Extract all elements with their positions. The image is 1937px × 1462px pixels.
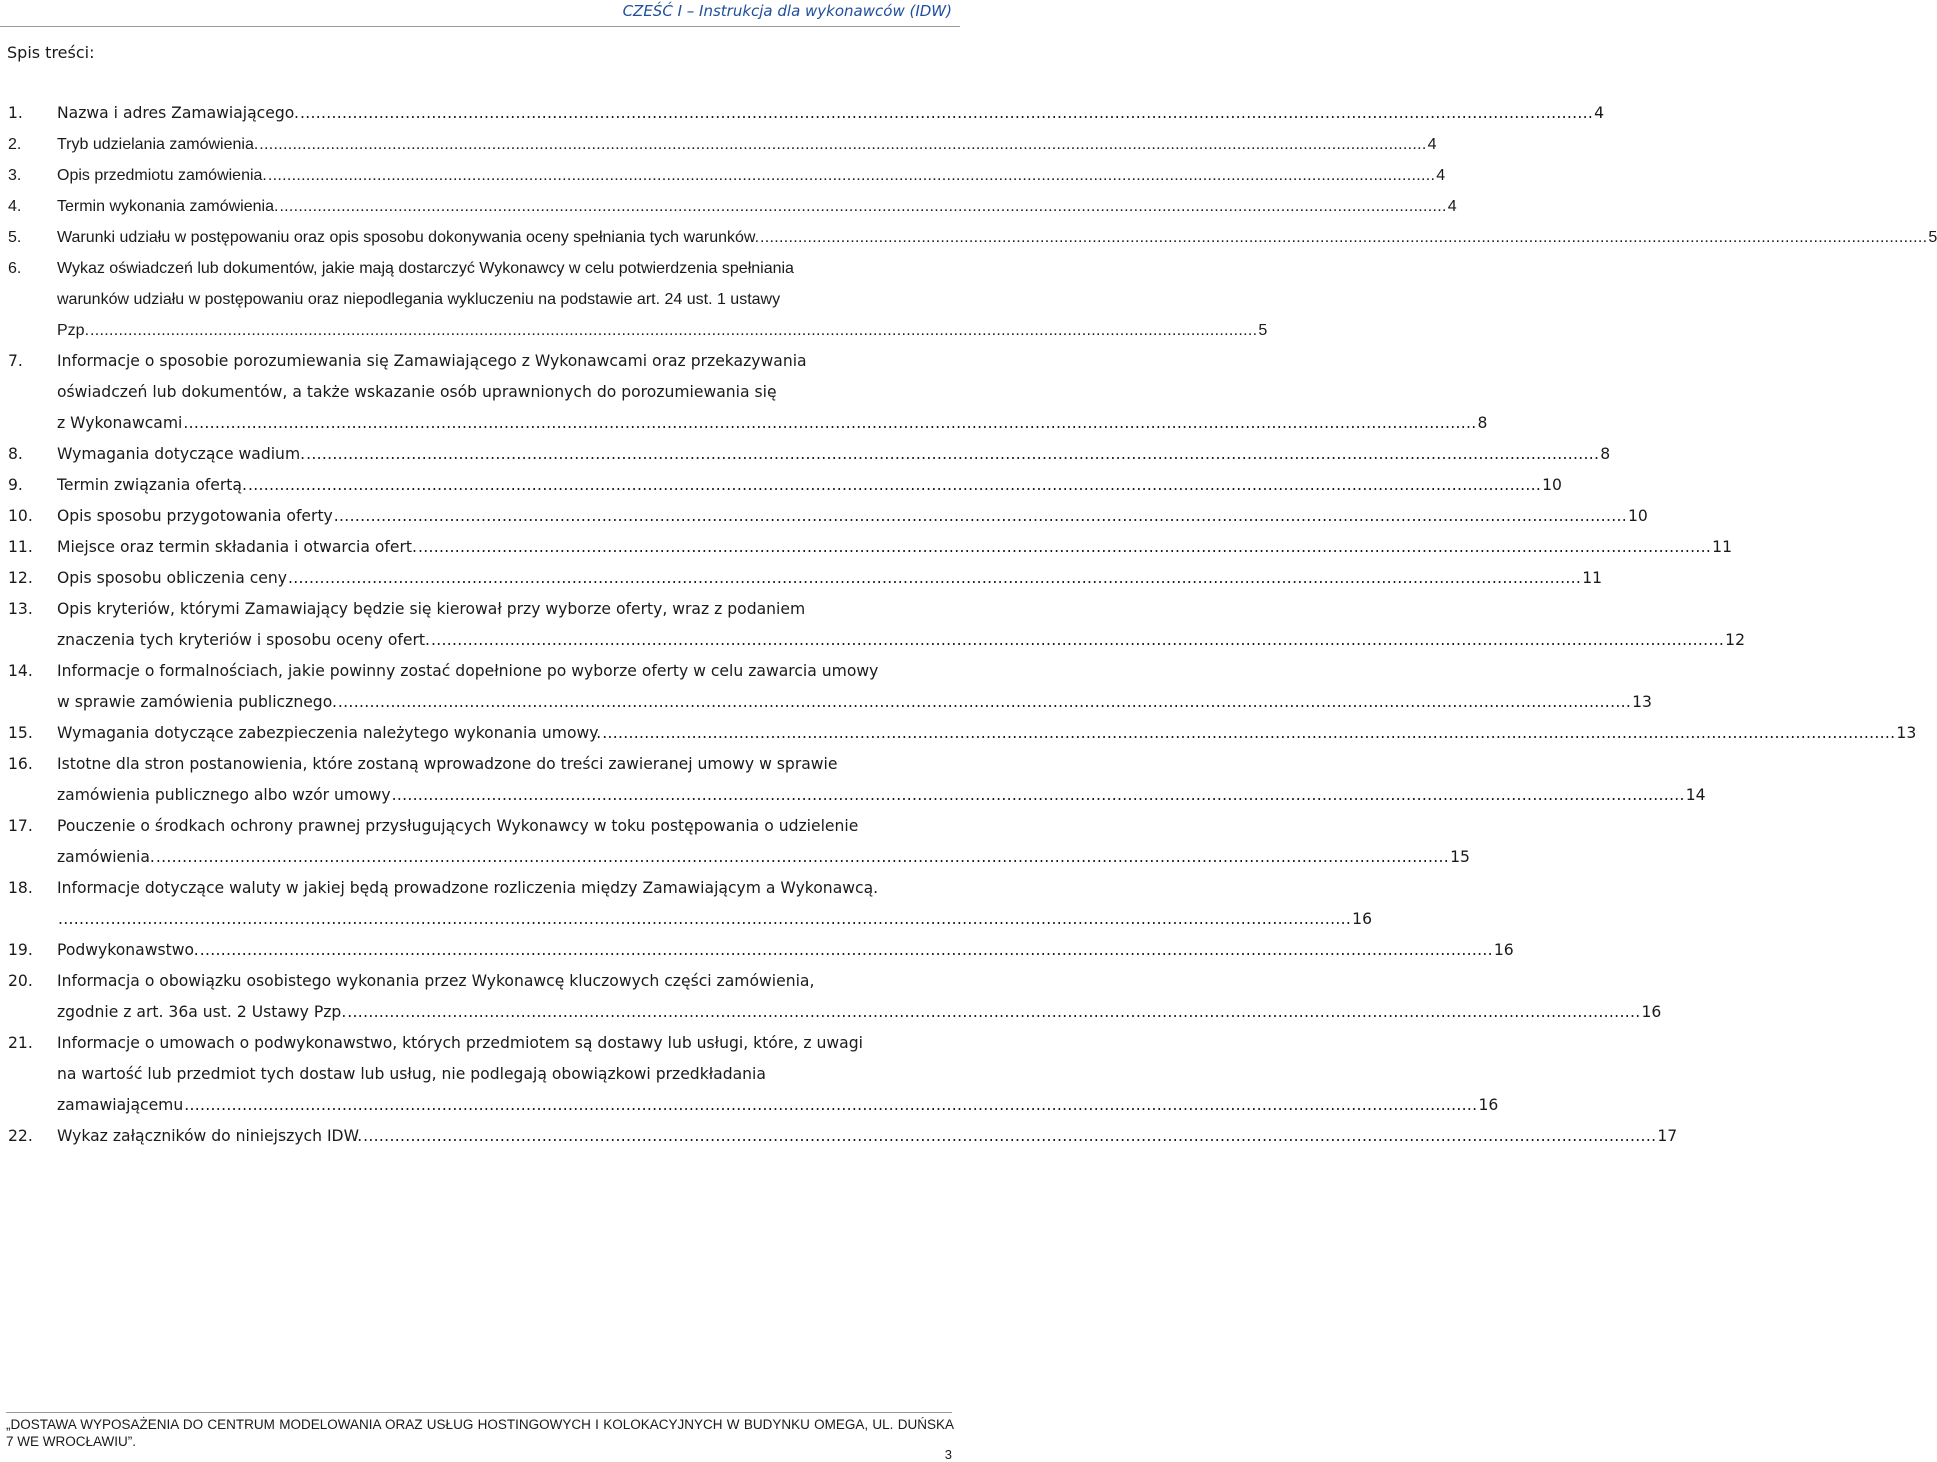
toc-leader-dots — [200, 935, 1493, 966]
toc-entry[interactable] — [8, 98, 1605, 129]
toc-entry-last-line — [57, 315, 1267, 346]
toc-entry[interactable] — [8, 439, 1611, 470]
toc-entry-body — [57, 346, 1487, 439]
toc-entry[interactable] — [8, 594, 1745, 656]
toc-entry-body — [57, 811, 1470, 873]
toc-entry-number: 20. — [8, 972, 33, 990]
toc-entry-title: w sprawie zamówienia publicznego. — [57, 693, 337, 711]
toc-entry[interactable] — [8, 966, 1662, 1028]
toc-leader-dots — [279, 191, 1446, 222]
toc-entry-line: oświadczeń lub dokumentów, a także wskazanie osób uprawnionych do porozumiewania się — [57, 383, 777, 401]
toc-entry-title: zamawiającemu — [57, 1096, 184, 1114]
toc-leader-dots — [334, 501, 1627, 532]
toc-entry-number: 13. — [8, 600, 33, 618]
toc-entry[interactable] — [8, 160, 1446, 191]
toc-entry[interactable] — [8, 656, 1652, 718]
toc-entry-last-line — [57, 1090, 1498, 1121]
toc-leader-dots — [58, 904, 1351, 935]
toc-entry-number: 15. — [8, 724, 33, 742]
toc-entry-page: 4 — [1427, 136, 1437, 153]
toc-leader-dots — [392, 780, 1685, 811]
toc-leader-dots — [602, 718, 1895, 749]
table-of-contents — [8, 98, 1937, 1152]
toc-entry[interactable] — [8, 253, 1268, 346]
toc-entry-page: 15 — [1450, 848, 1470, 866]
toc-entry-page: 14 — [1685, 786, 1706, 804]
toc-entry-title: Opis sposobu przygotowania oferty — [57, 507, 333, 525]
toc-entry-page: 8 — [1600, 445, 1611, 463]
toc-entry-line: Informacje o umowach o podwykonawstwo, których przedmiotem są dostawy lub usługi, które, z uwagi — [57, 1034, 863, 1052]
toc-entry-line: Istotne dla stron postanowienia, które zostaną wprowadzone do treści zawieranej umowy w sprawie — [57, 755, 838, 773]
toc-entry-last-line — [57, 780, 1706, 811]
toc-entry-last-line — [57, 997, 1661, 1028]
toc-entry-last-line — [57, 718, 1916, 749]
toc-entry-page: 5 — [1928, 229, 1937, 246]
toc-entry[interactable] — [8, 563, 1603, 594]
toc-entry-body — [57, 532, 1732, 563]
toc-entry-number: 8. — [8, 445, 23, 463]
toc-entry-page: 11 — [1712, 538, 1733, 556]
toc-entry-title: Nazwa i adres Zamawiającego. — [57, 104, 299, 122]
toc-entry[interactable] — [8, 470, 1562, 501]
toc-entry-number: 12. — [8, 569, 33, 587]
toc-leader-dots — [268, 160, 1435, 191]
toc-entry-page: 13 — [1896, 724, 1917, 742]
header-rule — [0, 26, 960, 27]
toc-entry-page: 4 — [1447, 198, 1457, 215]
toc-entry-last-line — [57, 1121, 1677, 1152]
toc-entry-last-line — [57, 98, 1604, 129]
toc-entry[interactable] — [8, 346, 1488, 439]
toc-entry-title: zgodnie z art. 36a ust. 2 Ustawy Pzp. — [57, 1003, 347, 1021]
toc-entry-body — [57, 1121, 1677, 1152]
toc-entry-number: 4. — [8, 198, 22, 215]
toc-leader-dots — [288, 563, 1581, 594]
toc-entry-number: 10. — [8, 507, 33, 525]
toc-entry-page: 5 — [1258, 322, 1268, 339]
toc-leader-dots — [347, 997, 1640, 1028]
toc-entry-number: 1. — [8, 104, 23, 122]
toc-entry-page: 17 — [1657, 1127, 1678, 1145]
toc-entry[interactable] — [8, 1121, 1678, 1152]
toc-entry[interactable] — [8, 532, 1733, 563]
toc-entry-body — [57, 222, 1937, 253]
toc-entry-title: Miejsce oraz termin składania i otwarcia ofert. — [57, 538, 417, 556]
toc-entry-page: 10 — [1542, 476, 1562, 494]
toc-entry-number: 19. — [8, 941, 33, 959]
toc-entry[interactable] — [8, 501, 1648, 532]
toc-entry[interactable] — [8, 749, 1706, 811]
toc-entry-page: 16 — [1352, 910, 1373, 928]
toc-entry-body — [57, 439, 1610, 470]
toc-entry-last-line — [57, 687, 1652, 718]
toc-entry-number: 18. — [8, 879, 33, 897]
toc-leader-dots — [300, 98, 1593, 129]
toc-leader-dots — [90, 315, 1257, 346]
document-footer: „DOSTAWA WYPOSAŻENIA DO CENTRUM MODELOWANIA ORAZ USŁUG HOSTINGOWYCH I KOLOKACYJNYCH W BUDYNKU OMEGA, UL. DUŃSKA 7 WE WROCŁAWIU”. — [6, 1417, 954, 1449]
toc-entry-number: 9. — [8, 476, 23, 494]
toc-entry-title: Opis przedmiotu zamówienia. — [57, 167, 267, 184]
toc-entry-number: 16. — [8, 755, 33, 773]
footer-rule — [6, 1412, 952, 1413]
toc-entry-page: 16 — [1641, 1003, 1662, 1021]
toc-entry-line: na wartość lub przedmiot tych dostaw lub usług, nie podlegają obowiązkowi przedkładania — [57, 1065, 766, 1083]
toc-entry[interactable] — [8, 935, 1514, 966]
toc-entry-number: 2. — [8, 136, 22, 153]
toc-entry-body — [57, 253, 1267, 346]
toc-entry-title: Wykaz załączników do niniejszych IDW. — [57, 1127, 363, 1145]
toc-entry-last-line — [57, 904, 1372, 935]
toc-entry-number: 22. — [8, 1127, 33, 1145]
toc-entry-body — [57, 873, 1372, 935]
toc-entry-body — [57, 160, 1445, 191]
toc-entry-line: Informacje o formalnościach, jakie powinny zostać dopełnione po wyborze oferty w celu zawarcia umowy — [57, 662, 879, 680]
toc-entry-body — [57, 501, 1648, 532]
toc-entry-line: Pouczenie o środkach ochrony prawnej przysługujących Wykonawcy w toku postępowania o udzielenie — [57, 817, 859, 835]
toc-entry-last-line — [57, 501, 1648, 532]
toc-entry-line: Opis kryteriów, którymi Zamawiający będzie się kierował przy wyborze oferty, wraz z podaniem — [57, 600, 806, 618]
toc-leader-dots — [156, 842, 1449, 873]
toc-entry-page: 12 — [1725, 631, 1745, 649]
toc-entry-page: 13 — [1632, 693, 1652, 711]
toc-entry-last-line — [57, 160, 1445, 191]
toc-entry-number: 14. — [8, 662, 33, 680]
toc-entry-title: Warunki udziału w postępowaniu oraz opis sposobu dokonywania oceny spełniania tych warunków. — [57, 229, 760, 246]
toc-entry-number: 21. — [8, 1034, 33, 1052]
toc-entry-body — [57, 470, 1562, 501]
toc-entry-page: 8 — [1477, 414, 1488, 432]
toc-entry-body — [57, 656, 1652, 718]
toc-entry-number: 11. — [8, 538, 33, 556]
toc-entry-page: 4 — [1594, 104, 1605, 122]
toc-leader-dots — [184, 1090, 1477, 1121]
toc-entry[interactable] — [8, 129, 1437, 160]
toc-entry[interactable] — [8, 191, 1457, 222]
toc-entry-line: warunków udziału w postępowaniu oraz niepodlegania wykluczeniu na podstawie art. 24 ust. 1 ustawy — [57, 291, 781, 308]
toc-entry-last-line — [57, 439, 1610, 470]
toc-leader-dots — [259, 129, 1426, 160]
toc-entry-body — [57, 749, 1706, 811]
toc-entry-line: Informacje dotyczące waluty w jakiej będą prowadzone rozliczenia między Zamawiającym a Wykonawcą. — [57, 879, 879, 897]
toc-entry-body — [57, 718, 1916, 749]
toc-entry-line: Wykaz oświadczeń lub dokumentów, jakie mają dostarczyć Wykonawcy w celu potwierdzenia spełniania — [57, 260, 794, 277]
toc-entry-body — [57, 1028, 1498, 1121]
toc-entry-title: Tryb udzielania zamówienia. — [57, 136, 259, 153]
toc-entry-last-line — [57, 129, 1437, 160]
toc-entry-last-line — [57, 191, 1457, 222]
toc-entry-title: Termin wykonania zamówienia. — [57, 198, 279, 215]
toc-leader-dots — [418, 532, 1711, 563]
toc-entry-number: 7. — [8, 352, 23, 370]
toc-entry-page: 10 — [1627, 507, 1648, 525]
toc-entry-last-line — [57, 470, 1562, 501]
toc-leader-dots — [431, 625, 1724, 656]
toc-entry-body — [57, 98, 1604, 129]
toc-entry-page: 16 — [1493, 941, 1514, 959]
toc-entry[interactable] — [8, 873, 1373, 935]
toc-entry-body — [57, 935, 1514, 966]
toc-leader-dots — [248, 470, 1541, 501]
toc-leader-dots — [306, 439, 1599, 470]
toc-entry-number: 6. — [8, 260, 22, 277]
toc-leader-dots — [183, 408, 1476, 439]
toc-entry[interactable] — [8, 811, 1470, 873]
toc-entry-last-line — [57, 625, 1745, 656]
toc-entry-page: 16 — [1478, 1096, 1499, 1114]
toc-entry-page: 11 — [1582, 569, 1603, 587]
toc-entry-last-line — [57, 222, 1937, 253]
toc-entry-body — [57, 594, 1745, 656]
toc-entry-last-line — [57, 563, 1602, 594]
document-header: CZEŚĆ I – Instrukcja dla wykonawców (IDW) — [622, 2, 952, 20]
page-number: 3 — [944, 1447, 952, 1462]
toc-entry-title: z Wykonawcami — [57, 414, 183, 432]
toc-entry[interactable] — [8, 718, 1917, 749]
toc-entry-body — [57, 129, 1437, 160]
toc-entry-number: 5. — [8, 229, 22, 246]
toc-entry-last-line — [57, 842, 1470, 873]
toc-entry-title: Wymagania dotyczące wadium. — [57, 445, 306, 463]
toc-entry-title: zamówienia. — [57, 848, 155, 866]
toc-entry-number: 17. — [8, 817, 33, 835]
toc-entry-page: 4 — [1436, 167, 1446, 184]
toc-title: Spis treści: — [7, 43, 95, 62]
toc-entry-last-line — [57, 935, 1514, 966]
toc-leader-dots — [338, 687, 1631, 718]
toc-entry-last-line — [57, 532, 1732, 563]
toc-entry-title: Podwykonawstwo. — [57, 941, 199, 959]
toc-entry[interactable] — [8, 1028, 1499, 1121]
toc-entry-title: zamówienia publicznego albo wzór umowy — [57, 786, 391, 804]
toc-entry-body — [57, 563, 1602, 594]
toc-entry-number: 3. — [8, 167, 22, 184]
toc-entry-title: Pzp. — [57, 322, 90, 339]
toc-entry-line: Informacja o obowiązku osobistego wykonania przez Wykonawcę kluczowych części zamówienia, — [57, 972, 815, 990]
toc-entry-title: znaczenia tych kryteriów i sposobu oceny ofert. — [57, 631, 430, 649]
toc-leader-dots — [760, 222, 1927, 253]
toc-entry[interactable] — [8, 222, 1937, 253]
toc-entry-line: Informacje o sposobie porozumiewania się Zamawiającego z Wykonawcami oraz przekazywania — [57, 352, 807, 370]
toc-entry-body — [57, 191, 1457, 222]
toc-entry-title: Termin związania ofertą. — [57, 476, 247, 494]
toc-entry-body — [57, 966, 1661, 1028]
toc-entry-title: Wymagania dotyczące zabezpieczenia należytego wykonania umowy. — [57, 724, 602, 742]
toc-entry-title: Opis sposobu obliczenia ceny — [57, 569, 288, 587]
toc-leader-dots — [363, 1121, 1656, 1152]
toc-entry-last-line — [57, 408, 1487, 439]
